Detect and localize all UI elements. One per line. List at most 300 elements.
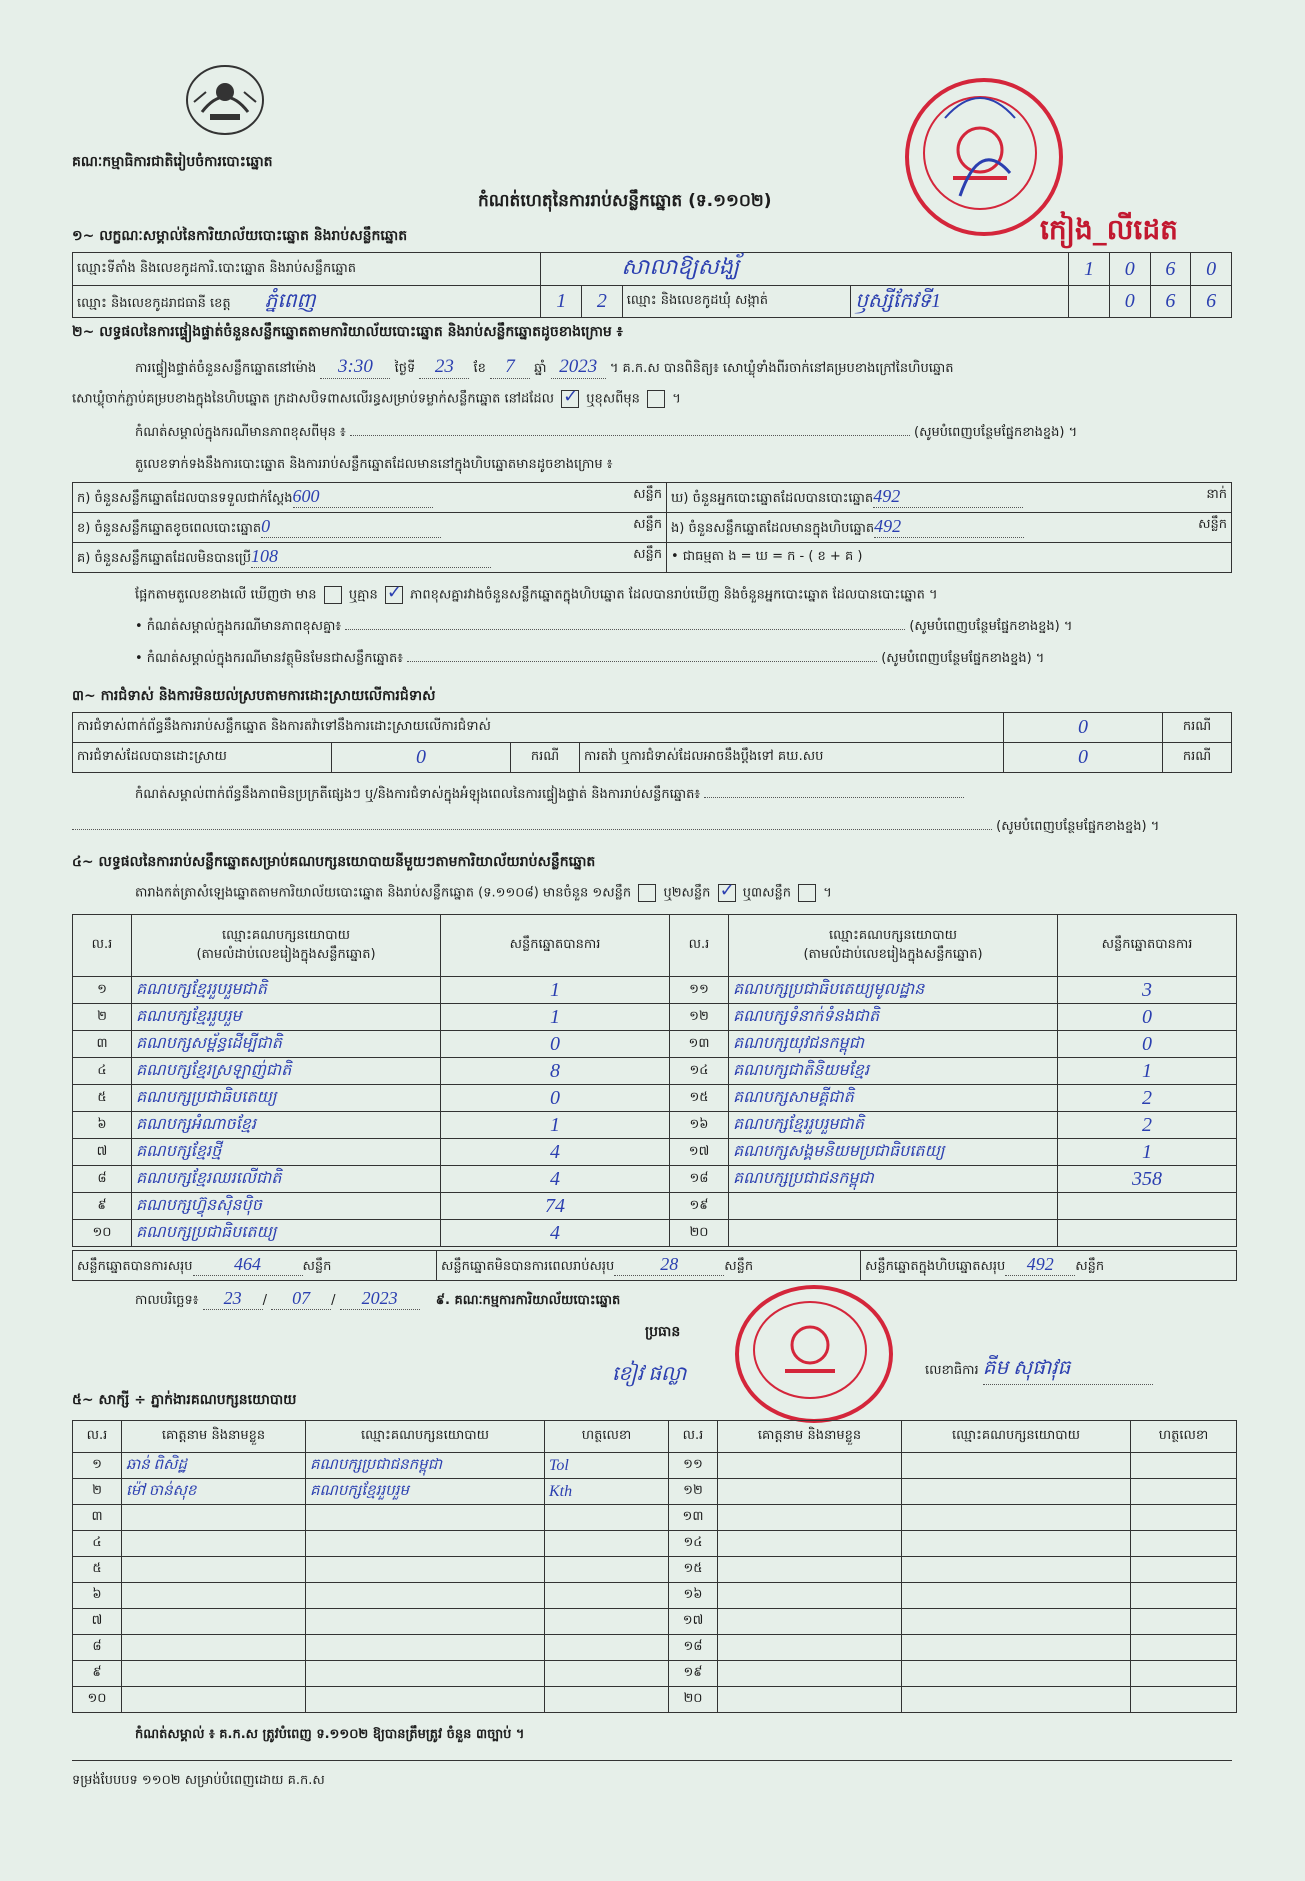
results-body bbox=[73, 977, 1237, 1247]
table-row bbox=[73, 1004, 1237, 1031]
witness-party bbox=[902, 1661, 1131, 1687]
secretary-signature: គីម សុផាវុធ bbox=[983, 1354, 1153, 1385]
witness-party bbox=[306, 1687, 545, 1713]
table-row bbox=[73, 1583, 1237, 1609]
section1-table bbox=[72, 252, 1232, 318]
spoiled-label: ខ) ចំនួនសន្លឹកឆ្នោតខូចពេលបោះឆ្នោត bbox=[77, 521, 262, 536]
party-no: ៥ bbox=[73, 1085, 132, 1112]
witness-header bbox=[73, 1421, 1237, 1453]
section2-line4: តួលេខទាក់ទងនឹងការបោះឆ្នោត និងការរាប់សន្លឹកឆ្នោតដែលមាននៅក្នុងហិបឆ្នោតមានដូចខាងក្រោម ៖ bbox=[135, 457, 613, 472]
witness-no: ៨ bbox=[73, 1635, 122, 1661]
party-name: គណបក្សខ្មែរឈរលើជាតិ bbox=[132, 1166, 441, 1193]
date-label: កាលបរិច្ឆេទ៖ bbox=[135, 1293, 199, 1308]
complaint-row-1 bbox=[73, 713, 1232, 743]
location-digit-2: 0 bbox=[1109, 253, 1150, 286]
commune-digit-1: 0 bbox=[1109, 286, 1150, 318]
witness-name bbox=[122, 1583, 306, 1609]
section4-intro bbox=[135, 884, 832, 904]
results-header bbox=[73, 915, 1237, 977]
changed-checkbox[interactable] bbox=[647, 390, 665, 408]
date-line: កាលបរិច្ឆេទ៖ 23 / 07 / 2023 ៩. គណៈកម្មការការិយាល័យបោះឆ្នោត bbox=[135, 1288, 621, 1308]
footer-divider bbox=[72, 1760, 1232, 1761]
table-row bbox=[73, 1166, 1237, 1193]
witness-no: ១៩ bbox=[669, 1661, 718, 1687]
party-votes: 0 bbox=[1058, 1031, 1237, 1058]
witness-party bbox=[902, 1609, 1131, 1635]
w-col-no: ល.រ bbox=[73, 1421, 122, 1453]
section3-title: ៣~ ការជំទាស់ និងការមិនយល់ស្របតាមការដោះស្រាយលើការជំទាស់ bbox=[72, 688, 436, 704]
irregularity-note-field-2[interactable] bbox=[72, 829, 992, 830]
verify-year: 2023 bbox=[551, 356, 606, 379]
party-no: ១៩ bbox=[670, 1193, 729, 1220]
footer-text: ទម្រង់បែបបទ ១១០២ សម្រាប់បំពេញដោយ គ.ក.ស bbox=[72, 1773, 325, 1788]
received-label: ក) ចំនួនសន្លឹកឆ្នោតដែលបានទទួលជាក់ស្តែង bbox=[77, 491, 293, 506]
party-no: ១៤ bbox=[670, 1058, 729, 1085]
location-digit-4: 0 bbox=[1191, 253, 1232, 286]
party-no: ១០ bbox=[73, 1220, 132, 1247]
location-digit-1: 1 bbox=[1069, 253, 1110, 286]
total-valid-value: 464 bbox=[193, 1254, 303, 1276]
witness-party bbox=[306, 1505, 545, 1531]
diff-case-label: • កំណត់សម្គាល់ក្នុងករណីមានភាពខុសគ្នា៖ bbox=[135, 619, 342, 634]
witness-name bbox=[718, 1661, 902, 1687]
party-votes: 4 bbox=[441, 1166, 670, 1193]
foreign-object-hint: (សូមបំពេញបន្ថែមផ្នែកខាងខ្នង) ។ bbox=[881, 651, 1045, 666]
committee-name: គណៈកម្មាធិការជាតិរៀបចំការបោះឆ្នោត bbox=[72, 154, 273, 170]
w-col-no-2: ល.រ bbox=[669, 1421, 718, 1453]
commune-digit-2: 6 bbox=[1150, 286, 1191, 318]
w-col-name-2: គោត្តនាម និងនាមខ្លួន bbox=[718, 1421, 902, 1453]
blank-cell bbox=[1069, 286, 1110, 318]
resolved-unit: ករណី bbox=[511, 743, 580, 773]
col-no-2: ល.រ bbox=[670, 915, 729, 977]
witness-no: ៩ bbox=[73, 1661, 122, 1687]
col-party-2 bbox=[729, 915, 1058, 977]
party-name: គណបក្សទំនាក់ទំនងជាតិ bbox=[729, 1004, 1058, 1031]
witness-name bbox=[122, 1557, 306, 1583]
witness-sign bbox=[1131, 1505, 1237, 1531]
commune-value: ឫស្សីកែវទី1 bbox=[851, 286, 1069, 318]
verify-text: ។ គ.ក.ស បានពិនិត្យ៖ សោឃ្លុំទាំងពីរចាក់នៅគម្របខាងក្រៅនៃហិបឆ្នោត bbox=[609, 361, 954, 376]
witness-no: ១១ bbox=[669, 1453, 718, 1479]
col-party-subtitle-2: (តាមលំដាប់លេខរៀងក្នុងសន្លឹកឆ្នោត) bbox=[803, 946, 983, 962]
party-votes: 2 bbox=[1058, 1112, 1237, 1139]
witness-name bbox=[122, 1661, 306, 1687]
w-col-party-2: ឈ្មោះគណបក្សនយោបាយ bbox=[902, 1421, 1131, 1453]
section3-table bbox=[72, 712, 1232, 773]
section3-note-line2 bbox=[72, 818, 1159, 837]
table-row bbox=[73, 1505, 1237, 1531]
witness-party bbox=[306, 1583, 545, 1609]
w-col-sign-2: ហត្ថលេខា bbox=[1131, 1421, 1237, 1453]
witness-party bbox=[306, 1661, 545, 1687]
table-row bbox=[73, 1058, 1237, 1085]
witness-no: ៥ bbox=[73, 1557, 122, 1583]
total-invalid-value: 28 bbox=[614, 1254, 724, 1276]
counts-table bbox=[72, 482, 1232, 573]
witness-party bbox=[306, 1609, 545, 1635]
witness-name bbox=[718, 1453, 902, 1479]
province-code-1: 1 bbox=[541, 286, 582, 318]
irregularity-note-label: កំណត់សម្គាល់ពាក់ព័ន្ធនឹងភាពមិនប្រក្រតីផ្សេងៗ ឬ/និងការជំទាស់ក្នុងអំឡុងពេលនៃការផ្ទៀងផ្ទាត់ និងការរាប់សន្លឹកឆ្នោត៖ bbox=[135, 787, 701, 802]
one-sheet-checkbox[interactable] bbox=[638, 884, 656, 902]
table-row bbox=[73, 1635, 1237, 1661]
table-row bbox=[73, 1687, 1237, 1713]
two-sheet-label: ឬ២សន្លឹក bbox=[663, 885, 711, 901]
chair-signature: ខៀវ ផល្លា bbox=[612, 1363, 687, 1385]
witness-no: ៤ bbox=[73, 1531, 122, 1557]
table-row bbox=[73, 1220, 1237, 1247]
col-party-title: ឈ្មោះគណបក្សនយោបាយ bbox=[222, 927, 350, 943]
party-name: គណបក្សហ៊្វុនស៊ិនប៉ិច bbox=[132, 1193, 441, 1220]
party-no: ២០ bbox=[670, 1220, 729, 1247]
witness-name bbox=[122, 1635, 306, 1661]
table-row bbox=[73, 1112, 1237, 1139]
voters-value: 492 bbox=[873, 486, 1023, 508]
discrepancy-label: ផ្អែកតាមតួលេខខាងលើ ឃើញថា មាន bbox=[135, 587, 317, 603]
witness-name: ម៉ៅ ចាន់សុខ bbox=[122, 1479, 306, 1505]
polling-committee-label: ៩. គណៈកម្មការការិយាល័យបោះឆ្នោត bbox=[435, 1293, 621, 1308]
emblem-icon bbox=[182, 62, 268, 140]
party-votes: 1 bbox=[441, 1112, 670, 1139]
total-box-value: 492 bbox=[1005, 1254, 1075, 1276]
party-votes: 1 bbox=[1058, 1139, 1237, 1166]
party-name bbox=[729, 1220, 1058, 1247]
witness-sign bbox=[1131, 1583, 1237, 1609]
witness-name bbox=[718, 1505, 902, 1531]
witness-sign: Tol bbox=[545, 1453, 669, 1479]
table-row bbox=[73, 1139, 1237, 1166]
witness-name bbox=[718, 1479, 902, 1505]
witness-party bbox=[902, 1635, 1131, 1661]
witness-party bbox=[902, 1687, 1131, 1713]
stamp-signer-name: កៀង_លីដេត bbox=[1040, 213, 1178, 246]
witness-no: ១ bbox=[73, 1453, 122, 1479]
witness-party bbox=[902, 1583, 1131, 1609]
total-valid-unit: សន្លឹក bbox=[302, 1259, 332, 1274]
table-row bbox=[73, 1557, 1237, 1583]
table-row bbox=[73, 1609, 1237, 1635]
party-votes: 358 bbox=[1058, 1166, 1237, 1193]
table-row bbox=[73, 977, 1237, 1004]
witness-sign bbox=[545, 1557, 669, 1583]
witness-name: ឆាន់ ពិសិដ្ឋ bbox=[122, 1453, 306, 1479]
no-discrepancy-checkbox[interactable] bbox=[385, 586, 403, 604]
formula-text: • ជាធម្មតា ង = ឃ = ក - ( ខ + គ ) bbox=[671, 549, 863, 564]
party-no: ៩ bbox=[73, 1193, 132, 1220]
party-no: ១ bbox=[73, 977, 132, 1004]
count-row-3 bbox=[73, 543, 1232, 573]
witness-no: ៧ bbox=[73, 1609, 122, 1635]
witness-no: ១០ bbox=[73, 1687, 122, 1713]
col-party-subtitle: (តាមលំដាប់លេខរៀងក្នុងសន្លឹកឆ្នោត) bbox=[196, 946, 376, 962]
diff-case-field[interactable] bbox=[345, 629, 905, 630]
party-name bbox=[729, 1193, 1058, 1220]
party-no: ៧ bbox=[73, 1139, 132, 1166]
witness-no: ១៤ bbox=[669, 1531, 718, 1557]
witness-name bbox=[718, 1609, 902, 1635]
complaint-value: 0 bbox=[1004, 713, 1163, 743]
witness-name bbox=[122, 1687, 306, 1713]
witness-sign bbox=[545, 1531, 669, 1557]
witness-name bbox=[122, 1505, 306, 1531]
complaint-label: ការជំទាស់ពាក់ព័ន្ធនឹងការរាប់សន្លឹកឆ្នោត និងការតវ៉ាទៅនឹងការដោះស្រាយលើការជំទាស់ bbox=[73, 713, 1004, 743]
party-no: ៣ bbox=[73, 1031, 132, 1058]
witness-no: ២០ bbox=[669, 1687, 718, 1713]
witness-name bbox=[718, 1583, 902, 1609]
has-discrepancy-checkbox[interactable] bbox=[324, 586, 342, 604]
foreign-object-label: • កំណត់សម្គាល់ក្នុងករណីមានវត្ថុមិនមែនជាសន្លឹកឆ្នោត៖ bbox=[135, 651, 403, 666]
date-month: 07 bbox=[271, 1288, 331, 1310]
province-row bbox=[73, 286, 541, 318]
witness-sign bbox=[1131, 1453, 1237, 1479]
party-votes bbox=[1058, 1193, 1237, 1220]
unchanged-checkbox[interactable] bbox=[561, 390, 579, 408]
verify-month: 7 bbox=[490, 356, 530, 379]
section2-line5 bbox=[135, 586, 938, 606]
party-name: គណបក្សប្រជាធិបតេយ្យមូលដ្ឋាន bbox=[729, 977, 1058, 1004]
party-name: គណបក្សខ្មែររួបរួម bbox=[132, 1004, 441, 1031]
province-code-2: 2 bbox=[582, 286, 623, 318]
witness-sign bbox=[1131, 1661, 1237, 1687]
resolved-label: ការជំទាស់ដែលបានដោះស្រាយ bbox=[73, 743, 332, 773]
party-no: ១៦ bbox=[670, 1112, 729, 1139]
discrepancy-text: ភាពខុសគ្នារវាងចំនួនសន្លឹកឆ្នោតក្នុងហិបឆ្នោត ដែលបានរាប់ឃើញ និងចំនួនអ្នកបោះឆ្នោត ដែលបានបោះឆ្នោត ។ bbox=[410, 587, 938, 603]
chair-label: ប្រធាន bbox=[645, 1324, 681, 1340]
witness-no: ១៧ bbox=[669, 1609, 718, 1635]
party-name: គណបក្សប្រជាធិបតេយ្យ bbox=[132, 1220, 441, 1247]
secretary-label: លេខាធិការ bbox=[925, 1363, 979, 1378]
section2-title: ២~ លទ្ធផលនៃការផ្ទៀងផ្ទាត់ចំនួនសន្លឹកឆ្នោតតាមការិយាល័យបោះឆ្នោត និងរាប់សន្លឹកឆ្នោតដូចខាងក្រោម ៖ bbox=[72, 324, 623, 340]
col-votes: សន្លឹកឆ្នោតបានការ bbox=[441, 915, 670, 977]
difference-note-hint: (សូមបំពេញបន្ថែមផ្នែកខាងខ្នង) ។ bbox=[914, 425, 1078, 440]
party-votes: 3 bbox=[1058, 977, 1237, 1004]
witness-sign bbox=[545, 1505, 669, 1531]
witness-sign bbox=[1131, 1609, 1237, 1635]
witness-party bbox=[902, 1531, 1131, 1557]
table-row bbox=[73, 1453, 1237, 1479]
party-votes: 1 bbox=[1058, 1058, 1237, 1085]
results-totals bbox=[72, 1250, 1237, 1281]
witness-sign bbox=[545, 1583, 669, 1609]
date-year: 2023 bbox=[340, 1288, 420, 1310]
appeal-unit: ករណី bbox=[1163, 743, 1232, 773]
location-value: សាលាឱ្យសង្ឃ័ bbox=[541, 253, 1069, 286]
ballots-in-box-label: ង) ចំនួនសន្លឹកឆ្នោតដែលមានក្នុងហិបឆ្នោត bbox=[671, 521, 875, 536]
total-box-label: សន្លឹកឆ្នោតក្នុងហិបឆ្នោតសរុប bbox=[865, 1259, 1006, 1274]
w-col-name: គោត្តនាម និងនាមខ្លួន bbox=[122, 1421, 306, 1453]
unused-value: 108 bbox=[251, 546, 491, 568]
party-votes: 1 bbox=[441, 1004, 670, 1031]
witness-party: គណបក្សប្រជាជនកម្ពុជា bbox=[306, 1453, 545, 1479]
date-day: 23 bbox=[203, 1288, 263, 1310]
witness-sign: Kth bbox=[545, 1479, 669, 1505]
tally-sheet-label: តារាងកត់ត្រាសំឡេងឆ្នោតតាមការិយាល័យបោះឆ្នោត និងរាប់សន្លឹកឆ្នោត (ទ.១១០៨) មានចំនួន ១សន្លឹក bbox=[135, 885, 632, 901]
no-discrepancy-label: ឬគ្មាន bbox=[348, 587, 378, 603]
received-unit: សន្លឹក bbox=[633, 487, 662, 502]
total-invalid-unit: សន្លឹក bbox=[724, 1259, 754, 1274]
party-no: ៤ bbox=[73, 1058, 132, 1085]
party-name: គណបក្សខ្មែរស្រឡាញ់ជាតិ bbox=[132, 1058, 441, 1085]
secretary-line bbox=[925, 1354, 1153, 1385]
changed-label: ឬខុសពីមុន bbox=[586, 391, 640, 407]
irregularity-note-field[interactable] bbox=[704, 797, 964, 798]
party-no: ១៧ bbox=[670, 1139, 729, 1166]
three-sheet-label: ឬ៣សន្លឹក bbox=[742, 885, 791, 901]
w-col-sign: ហត្ថលេខា bbox=[545, 1421, 669, 1453]
party-no: ១៣ bbox=[670, 1031, 729, 1058]
total-invalid-label: សន្លឹកឆ្នោតមិនបានការពេលរាប់សរុប bbox=[441, 1259, 615, 1274]
section2-line2 bbox=[72, 390, 681, 410]
province-label: ឈ្មោះ និងលេខកូដរាជធានី ខេត្ត bbox=[77, 295, 231, 311]
section1-title: ១~ លក្ខណៈសម្គាល់នៃការិយាល័យបោះឆ្នោត និងរាប់សន្លឹកឆ្នោត bbox=[72, 228, 408, 244]
witness-sign bbox=[545, 1661, 669, 1687]
location-digit-3: 6 bbox=[1150, 253, 1191, 286]
irregularity-note-hint: (សូមបំពេញបន្ថែមផ្នែកខាងខ្នង) ។ bbox=[996, 819, 1160, 834]
section2-line6 bbox=[135, 618, 1072, 637]
count-row-2 bbox=[73, 513, 1232, 543]
received-value: 600 bbox=[293, 486, 433, 508]
table-row bbox=[73, 1193, 1237, 1220]
unused-label: គ) ចំនួនសន្លឹកឆ្នោតដែលមិនបានប្រើ bbox=[77, 551, 251, 566]
witness-name bbox=[122, 1609, 306, 1635]
witness-no: ២ bbox=[73, 1479, 122, 1505]
party-name: គណបក្សជាតិនិយមខ្មែរ bbox=[729, 1058, 1058, 1085]
col-votes-2: សន្លឹកឆ្នោតបានការ bbox=[1058, 915, 1237, 977]
witness-no: ៣ bbox=[73, 1505, 122, 1531]
party-votes: 0 bbox=[1058, 1004, 1237, 1031]
party-votes: 1 bbox=[441, 977, 670, 1004]
appeal-label: ការតវ៉ា ឬការជំទាស់ដែលអាចនឹងប្តឹងទៅ គឃ.សប bbox=[580, 743, 1004, 773]
spoiled-unit: សន្លឹក bbox=[633, 517, 662, 532]
party-name: គណបក្សខ្មែររួបរួមជាតិ bbox=[729, 1112, 1058, 1139]
party-no: ១៥ bbox=[670, 1085, 729, 1112]
witness-no: ១៨ bbox=[669, 1635, 718, 1661]
witness-party bbox=[902, 1505, 1131, 1531]
witness-name bbox=[122, 1531, 306, 1557]
voters-unit: នាក់ bbox=[1206, 487, 1227, 502]
witness-name bbox=[718, 1531, 902, 1557]
witness-sign bbox=[545, 1687, 669, 1713]
party-votes: 74 bbox=[441, 1193, 670, 1220]
party-name: គណបក្សខ្មែររួបរួមជាតិ bbox=[132, 977, 441, 1004]
witness-no: ១៦ bbox=[669, 1583, 718, 1609]
section2-line7 bbox=[135, 650, 1044, 669]
party-name: គណបក្សប្រជាជនកម្ពុជា bbox=[729, 1166, 1058, 1193]
count-row-1 bbox=[73, 483, 1232, 513]
party-name: គណបក្សអំណាចខ្មែរ bbox=[132, 1112, 441, 1139]
diff-case-hint: (សូមបំពេញបន្ថែមផ្នែកខាងខ្នង) ។ bbox=[909, 619, 1073, 634]
spoiled-value: 0 bbox=[261, 516, 441, 538]
witness-no: ៦ bbox=[73, 1583, 122, 1609]
party-votes bbox=[1058, 1220, 1237, 1247]
col-party bbox=[132, 915, 441, 977]
witness-party bbox=[902, 1453, 1131, 1479]
complaint-row-2 bbox=[73, 743, 1232, 773]
table-row bbox=[73, 1085, 1237, 1112]
section5-note: កំណត់សម្គាល់ ៖ គ.ក.ស ត្រូវបំពេញ ទ.១១០២ ឱ្យបានត្រឹមត្រូវ ចំនួន ៣ច្បាប់ ។ bbox=[135, 1727, 525, 1742]
witness-party bbox=[306, 1531, 545, 1557]
party-no: ៨ bbox=[73, 1166, 132, 1193]
voters-label: ឃ) ចំនួនអ្នកបោះឆ្នោតដែលបានបោះឆ្នោត bbox=[671, 491, 874, 506]
table-row bbox=[73, 1031, 1237, 1058]
party-votes: 2 bbox=[1058, 1085, 1237, 1112]
seal-status-text: សោឃ្លុំចាក់ភ្ជាប់គម្របខាងក្នុងនៃហិបឆ្នោត ក្រដាសបិទពាសលើរន្ធសម្រាប់ទម្លាក់សន្លឹកឆ្នោត នៅដដែល bbox=[72, 391, 554, 407]
commune-label: ឈ្មោះ និងលេខកូដឃុំ សង្កាត់ bbox=[622, 286, 850, 318]
complaint-unit: ករណី bbox=[1163, 713, 1232, 743]
witness-party bbox=[306, 1635, 545, 1661]
party-no: ១១ bbox=[670, 977, 729, 1004]
total-valid-label: សន្លឹកឆ្នោតបានការសរុប bbox=[77, 1259, 193, 1274]
section2-line1 bbox=[135, 356, 953, 379]
witness-sign bbox=[1131, 1635, 1237, 1661]
committee-stamp-icon bbox=[735, 1285, 893, 1423]
intro-end: ។ bbox=[823, 885, 832, 901]
col-no: ល.រ bbox=[73, 915, 132, 977]
witness-sign bbox=[545, 1609, 669, 1635]
ballots-in-box-value: 492 bbox=[874, 516, 1024, 538]
witness-no: ១៥ bbox=[669, 1557, 718, 1583]
witness-name bbox=[718, 1687, 902, 1713]
total-box-unit: សន្លឹក bbox=[1075, 1259, 1105, 1274]
location-label: ឈ្មោះទីតាំង និងលេខកូដការិ.បោះឆ្នោត និងរាប់សន្លឹកឆ្នោត bbox=[73, 253, 541, 286]
table-row bbox=[73, 1531, 1237, 1557]
witness-sign bbox=[545, 1635, 669, 1661]
verify-time-label: ការផ្ទៀងផ្ទាត់ចំនួនសន្លឹកឆ្នោតនៅម៉ោង bbox=[135, 361, 317, 376]
section3-note bbox=[135, 786, 964, 805]
party-no: ២ bbox=[73, 1004, 132, 1031]
witness-name bbox=[718, 1557, 902, 1583]
party-votes: 8 bbox=[441, 1058, 670, 1085]
witness-table bbox=[72, 1420, 1237, 1713]
party-name: គណបក្សប្រជាធិបតេយ្យ bbox=[132, 1085, 441, 1112]
witness-sign bbox=[1131, 1531, 1237, 1557]
three-sheet-checkbox[interactable] bbox=[798, 884, 816, 902]
resolved-value: 0 bbox=[332, 743, 511, 773]
col-party-title-2: ឈ្មោះគណបក្សនយោបាយ bbox=[829, 927, 957, 943]
foreign-object-field[interactable] bbox=[407, 661, 877, 662]
line-end: ។ bbox=[672, 391, 681, 407]
witness-body bbox=[73, 1453, 1237, 1713]
ballots-in-box-unit: សន្លឹក bbox=[1198, 517, 1227, 532]
witness-party bbox=[902, 1557, 1131, 1583]
party-name: គណបក្សខ្មែរថ្មី bbox=[132, 1139, 441, 1166]
party-votes: 4 bbox=[441, 1139, 670, 1166]
witness-no: ១២ bbox=[669, 1479, 718, 1505]
province-value: ភ្នំពេញ bbox=[264, 289, 316, 312]
party-votes: 4 bbox=[441, 1220, 670, 1247]
section2-line3 bbox=[135, 424, 1077, 443]
witness-party bbox=[306, 1557, 545, 1583]
party-votes: 0 bbox=[441, 1031, 670, 1058]
section4-title: ៤~ លទ្ធផលនៃការរាប់សន្លឹកឆ្នោតសម្រាប់គណបក្សនយោបាយនីមួយៗតាមការិយាល័យរាប់សន្លឹកឆ្នោត bbox=[72, 854, 596, 870]
witness-no: ១៣ bbox=[669, 1505, 718, 1531]
verify-time: 3:30 bbox=[320, 356, 390, 379]
party-votes: 0 bbox=[441, 1085, 670, 1112]
table-row bbox=[73, 1661, 1237, 1687]
witness-sign bbox=[1131, 1479, 1237, 1505]
difference-note-label: កំណត់សម្គាល់ក្នុងករណីមានភាពខុសពីមុន ៖ bbox=[135, 425, 346, 440]
two-sheet-checkbox[interactable] bbox=[718, 884, 736, 902]
difference-note-field[interactable] bbox=[350, 435, 910, 436]
party-no: ១២ bbox=[670, 1004, 729, 1031]
witness-sign bbox=[1131, 1687, 1237, 1713]
form-title: កំណត់ហេតុនៃការរាប់សន្លឹកឆ្នោត (ទ.១១០២) bbox=[478, 191, 772, 211]
party-no: ៦ bbox=[73, 1112, 132, 1139]
witness-name bbox=[718, 1635, 902, 1661]
commune-digit-3: 6 bbox=[1191, 286, 1232, 318]
witness-party bbox=[902, 1479, 1131, 1505]
